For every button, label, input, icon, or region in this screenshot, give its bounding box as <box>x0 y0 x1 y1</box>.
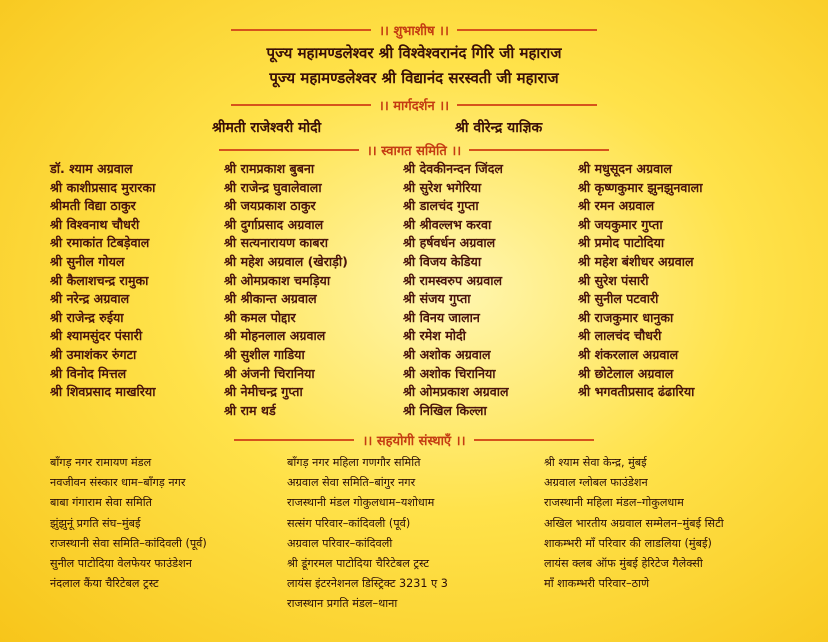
list-item: श्री श्रीकान्त अग्रवाल <box>224 291 317 307</box>
list-item: नंदलाल कैंया चैरिटेबल ट्रस्ट <box>50 577 159 591</box>
welcome-column-2 <box>224 160 348 420</box>
divider <box>234 439 354 441</box>
list-item: श्री अंजनी चिरानिया <box>224 365 315 381</box>
blessing-line-1: पूज्य महामण्डलेश्वर श्री विश्वेश्वरानंद गिरि जी महाराज <box>266 44 562 62</box>
list-item: श्री जयप्रकाश ठाकुर <box>224 198 316 214</box>
divider <box>474 439 594 441</box>
guidance-name-1: श्रीमती राजेश्वरी मोदी <box>212 120 322 136</box>
welcome-column-1 <box>50 160 155 402</box>
list-item: श्री कैलाशचन्द्र रामुका <box>50 272 149 288</box>
blessing-heading <box>0 20 828 40</box>
list-item: श्री मधुसूदन अग्रवाल <box>578 161 672 176</box>
list-item: राजस्थानी सेवा समिति–कांदिवली (पूर्व) <box>50 536 207 550</box>
list-item: अग्रवाल परिवार–कांदिवली <box>287 536 393 550</box>
list-item: श्री हर्षवर्धन अग्रवाल <box>403 235 496 251</box>
list-item: बाँगड़ नगर रामायण मंडल <box>50 456 152 469</box>
divider <box>231 29 371 31</box>
list-item: श्री नरेन्द्र अग्रवाल <box>50 291 130 307</box>
list-item: श्री श्रीवल्लभ करवा <box>403 216 492 232</box>
list-item: श्री श्यामसुंदर पंसारी <box>50 328 143 344</box>
list-item: अग्रवाल सेवा समिति–बांगुर नगर <box>287 476 416 490</box>
blessing-line-2: पूज्य महामण्डलेश्वर श्री विद्यानंद सरस्वती जी महाराज <box>269 69 559 87</box>
list-item: श्री विश्वनाथ चौधरी <box>50 216 140 232</box>
list-item: डॉ. श्याम अग्रवाल <box>50 161 133 176</box>
list-item: श्री सत्यनारायण काबरा <box>224 235 329 251</box>
list-item: श्री ओमप्रकाश अग्रवाल <box>403 384 509 400</box>
list-item: लायंस इंटरनेशनल डिस्ट्रिक्ट 3231 ए 3 <box>287 577 448 591</box>
list-item: श्री भगवतीप्रसाद ढंढारिया <box>578 384 695 400</box>
list-item: श्री राजेन्द्र घुवालेवाला <box>224 179 322 195</box>
list-item: अखिल भारतीय अग्रवाल सम्मेलन–मुंबई सिटी <box>544 516 724 530</box>
list-item: सुनील पाटोदिया वेलफेयर फाउंडेशन <box>50 556 192 570</box>
list-item: श्री कमल पोद्दार <box>224 309 296 325</box>
list-item: श्री कृष्णकुमार झुनझुनवाला <box>578 179 703 195</box>
list-item: श्री देवकीनन्दन जिंदल <box>403 161 503 176</box>
list-item: श्रीमती विद्या ठाकुर <box>50 198 136 214</box>
list-item: नवजीवन संस्कार धाम–बाँगड़ नगर <box>50 476 186 490</box>
guidance-name-2: श्री वीरेन्द्र याज्ञिक <box>455 120 543 136</box>
list-item: श्री महेश बंशीधर अग्रवाल <box>578 253 694 269</box>
list-item: श्री मोहनलाल अग्रवाल <box>224 328 326 344</box>
list-item: सत्संग परिवार–कांदिवली (पूर्व) <box>287 516 411 530</box>
welcome-column-4 <box>578 160 702 402</box>
list-item: राजस्थानी मंडल गोकुलधाम–यशोधाम <box>287 496 435 510</box>
list-item: श्री नेमीचन्द्र गुप्ता <box>224 384 303 400</box>
list-item: श्री राजकुमार धानुका <box>578 309 674 325</box>
list-item: श्री विनोद मित्तल <box>50 365 127 381</box>
list-item: श्री सुरेश भगेरिया <box>403 179 482 195</box>
list-item: श्री शंकरलाल अग्रवाल <box>578 346 679 362</box>
list-item: श्री रमेश मोदी <box>403 328 466 344</box>
list-item: झुंझुनूं प्रगति संघ–मुंबई <box>50 516 141 530</box>
list-item: बाँगड़ नगर महिला गणगौर समिति <box>287 456 421 469</box>
supporting-column-3 <box>544 453 724 594</box>
welcome-column-3 <box>403 160 509 420</box>
list-item: श्री संजय गुप्ता <box>403 291 471 307</box>
divider <box>469 149 609 151</box>
supporting-column-1 <box>50 453 207 594</box>
list-item: श्री सुनील गोयल <box>50 253 125 269</box>
divider <box>219 149 359 151</box>
list-item: बाबा गंगाराम सेवा समिति <box>50 496 153 510</box>
list-item: श्री अशोक चिरानिया <box>403 365 496 381</box>
list-item: श्री अशोक अग्रवाल <box>403 346 491 362</box>
supporting-column-2 <box>287 453 448 615</box>
list-item: श्री सुशील गाडिया <box>224 346 305 362</box>
list-item: श्री डालचंद गुप्ता <box>403 198 479 214</box>
list-item: श्री विनय जालान <box>403 309 480 325</box>
list-item: श्री छोटेलाल अग्रवाल <box>578 365 674 381</box>
list-item: माँ शाकम्भरी परिवार–ठाणे <box>544 577 650 591</box>
list-item: श्री लालचंद चौधरी <box>578 328 662 344</box>
list-item: शाकम्भरी माँ परिवार की लाडलिया (मुंबई) <box>544 536 712 550</box>
list-item: श्री रामस्वरुप अग्रवाल <box>403 272 503 288</box>
divider <box>231 104 371 106</box>
list-item: राजस्थान प्रगति मंडल–थाना <box>287 597 398 611</box>
list-item: श्री राम थर्ड <box>224 402 276 418</box>
list-item: श्री राजेन्द्र रुईया <box>50 309 124 325</box>
section-heading-label: ।। मार्गदर्शन ।। <box>378 99 450 114</box>
section-heading-label: ।। सहयोगी संस्थाएँ ।। <box>362 434 466 449</box>
guidance-heading <box>0 95 828 115</box>
list-item: श्री सुरेश पंसारी <box>578 272 649 288</box>
list-item: श्री श्याम सेवा केन्द्र, मुंबई <box>544 456 647 469</box>
list-item: श्री डूंगरमल पाटोदिया चैरिटेबल ट्रस्ट <box>287 556 430 570</box>
list-item: श्री दुर्गाप्रसाद अग्रवाल <box>224 216 324 232</box>
list-item: श्री रामप्रकाश बुबना <box>224 161 315 176</box>
list-item: लायंस क्लब ऑफ मुंबई हेरिटेज गैलेक्सी <box>544 556 703 570</box>
list-item: श्री उमाशंकर रुंगटा <box>50 346 137 362</box>
section-heading-label: ।। शुभाशीष ।। <box>379 24 449 39</box>
divider <box>457 104 597 106</box>
list-item: श्री काशीप्रसाद मुरारका <box>50 179 156 195</box>
supporting-orgs-heading <box>0 430 828 450</box>
section-heading-label: ।। स्वागत समिति ।। <box>366 144 462 159</box>
list-item: श्री रमाकांत टिबड़ेवाल <box>50 235 150 251</box>
list-item: श्री महेश अग्रवाल (खेराड़ी) <box>224 253 348 269</box>
list-item: श्री प्रमोद पाटोदिया <box>578 235 665 251</box>
list-item: राजस्थानी महिला मंडल–गोकुलधाम <box>544 496 684 510</box>
divider <box>457 29 597 31</box>
list-item: श्री शिवप्रसाद माखरिया <box>50 384 156 400</box>
list-item: अग्रवाल ग्लोबल फाउंडेशन <box>544 476 648 490</box>
list-item: श्री सुनील पटवारी <box>578 291 659 307</box>
list-item: श्री ओमप्रकाश चमड़िया <box>224 272 331 288</box>
list-item: श्री रमन अग्रवाल <box>578 198 655 214</box>
list-item: श्री जयकुमार गुप्ता <box>578 216 663 232</box>
list-item: श्री निखिल किल्ला <box>403 402 487 418</box>
list-item: श्री विजय केडिया <box>403 253 482 269</box>
welcome-committee-heading <box>0 140 828 160</box>
